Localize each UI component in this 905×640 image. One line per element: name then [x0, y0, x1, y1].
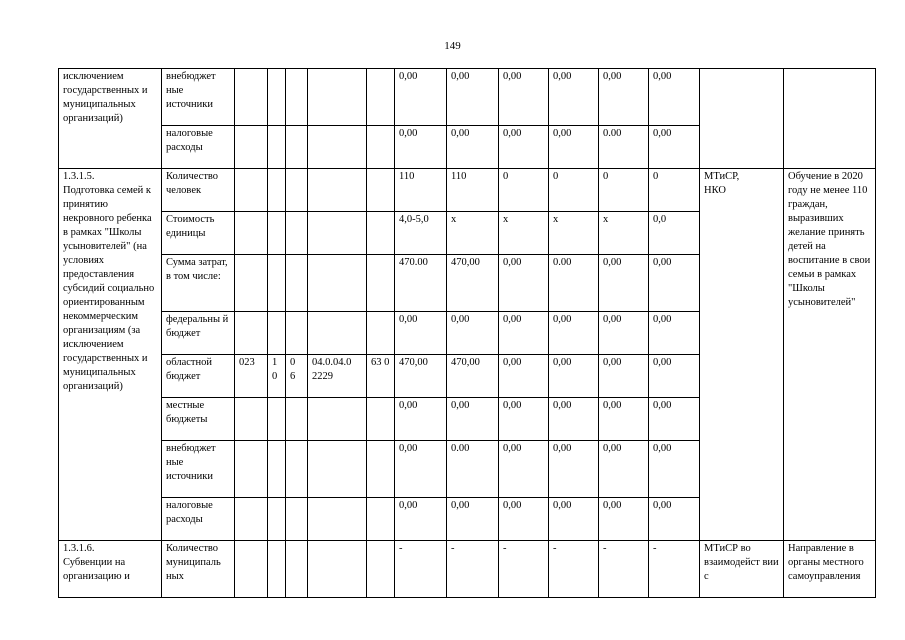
indicator-cell: Количество человек — [162, 169, 235, 212]
value-cell: 0,00 — [649, 498, 700, 541]
value-cell — [268, 312, 286, 355]
value-cell — [235, 541, 268, 598]
value-cell: 0,00 — [599, 398, 649, 441]
table-row — [59, 541, 876, 598]
value-cell — [268, 126, 286, 169]
value-cell: 0.00 — [549, 255, 599, 312]
executor-cell: МТиСР, НКО — [700, 169, 784, 541]
value-cell: 0,00 — [599, 355, 649, 398]
value-cell — [286, 212, 308, 255]
value-cell — [235, 398, 268, 441]
indicator-cell: Сумма затрат, в том числе: — [162, 255, 235, 312]
value-cell: 63 0 — [367, 355, 395, 398]
value-cell — [367, 541, 395, 598]
value-cell — [367, 498, 395, 541]
value-cell: - — [549, 541, 599, 598]
value-cell: 0,00 — [447, 498, 499, 541]
value-cell: 0,0 — [649, 212, 700, 255]
value-cell — [286, 126, 308, 169]
value-cell — [286, 312, 308, 355]
value-cell — [268, 441, 286, 498]
value-cell: 0,00 — [499, 355, 549, 398]
value-cell — [367, 398, 395, 441]
value-cell — [308, 169, 367, 212]
value-cell: 470,00 — [447, 355, 499, 398]
program-table — [58, 68, 876, 598]
value-cell: 0,00 — [395, 312, 447, 355]
value-cell — [367, 312, 395, 355]
page-number: 149 — [444, 40, 461, 52]
executor-cell — [700, 69, 784, 169]
value-cell — [235, 498, 268, 541]
value-cell: 0,00 — [649, 355, 700, 398]
table-row — [59, 169, 876, 212]
value-cell — [367, 69, 395, 126]
value-cell — [235, 212, 268, 255]
value-cell: 110 — [395, 169, 447, 212]
value-cell — [286, 169, 308, 212]
result-cell: Направление в органы местного самоуправления — [784, 541, 876, 598]
indicator-cell: областной бюджет — [162, 355, 235, 398]
value-cell — [308, 312, 367, 355]
value-cell: 0,00 — [599, 69, 649, 126]
measure-name-cell: 1.3.1.5. Подготовка семей к принятию некровного ребенка в рамках "Школы усыновителей" (на условиях предоставления субсидий социально ориентированным некоммерческим организациям (за исключением государственных и муниципальных организаций) — [59, 169, 162, 541]
value-cell — [308, 441, 367, 498]
result-cell: Обучение в 2020 году не менее 110 граждан, выразивших желание принять детей на воспитание в свои семьи в рамках "Школы усыновителей" — [784, 169, 876, 541]
value-cell: 1 0 — [268, 355, 286, 398]
value-cell: 0,00 — [499, 441, 549, 498]
value-cell — [367, 126, 395, 169]
indicator-cell: внебюджет ные источники — [162, 441, 235, 498]
value-cell: 0,00 — [395, 498, 447, 541]
value-cell: 0,00 — [649, 312, 700, 355]
indicator-cell: налоговые расходы — [162, 498, 235, 541]
value-cell: 0,00 — [447, 69, 499, 126]
value-cell: 0,00 — [599, 255, 649, 312]
value-cell: 0,00 — [549, 441, 599, 498]
value-cell: 0,00 — [549, 398, 599, 441]
value-cell — [268, 541, 286, 598]
value-cell — [286, 255, 308, 312]
value-cell — [268, 69, 286, 126]
value-cell — [308, 541, 367, 598]
value-cell: 0,00 — [447, 398, 499, 441]
value-cell: 0 — [549, 169, 599, 212]
indicator-cell: Количество муниципаль ных — [162, 541, 235, 598]
value-cell — [268, 398, 286, 441]
value-cell: - — [599, 541, 649, 598]
measure-name-cell: исключением государственных и муниципальных организаций) — [59, 69, 162, 169]
value-cell: 023 — [235, 355, 268, 398]
value-cell: 0.00 — [447, 441, 499, 498]
value-cell: 0,00 — [549, 498, 599, 541]
value-cell — [235, 255, 268, 312]
value-cell: 0,00 — [549, 126, 599, 169]
value-cell: 0,00 — [549, 355, 599, 398]
value-cell: 0 6 — [286, 355, 308, 398]
value-cell: 470,00 — [447, 255, 499, 312]
value-cell: 04.0.04.0 2229 — [308, 355, 367, 398]
value-cell: 0,00 — [499, 498, 549, 541]
value-cell: х — [499, 212, 549, 255]
measure-name-cell: 1.3.1.6. Субвенции на организацию и — [59, 541, 162, 598]
value-cell: 0,00 — [499, 398, 549, 441]
value-cell: 0,00 — [549, 69, 599, 126]
value-cell: 0,00 — [395, 126, 447, 169]
value-cell: 0,00 — [395, 398, 447, 441]
value-cell: х — [599, 212, 649, 255]
value-cell — [268, 169, 286, 212]
value-cell: 0,00 — [649, 255, 700, 312]
value-cell: - — [395, 541, 447, 598]
value-cell — [367, 255, 395, 312]
value-cell: 0,00 — [447, 126, 499, 169]
value-cell: 0 — [599, 169, 649, 212]
value-cell — [286, 498, 308, 541]
value-cell: 0,00 — [599, 498, 649, 541]
value-cell — [308, 498, 367, 541]
value-cell: 0,00 — [499, 126, 549, 169]
value-cell — [268, 255, 286, 312]
table-row — [59, 69, 876, 126]
value-cell — [268, 212, 286, 255]
value-cell: 0,00 — [649, 69, 700, 126]
indicator-cell: налоговые расходы — [162, 126, 235, 169]
value-cell: 470,00 — [395, 355, 447, 398]
value-cell — [308, 255, 367, 312]
value-cell: 0,00 — [499, 69, 549, 126]
value-cell — [286, 541, 308, 598]
value-cell: 0 — [649, 169, 700, 212]
executor-cell: МТиСР во взаимодейст вии с — [700, 541, 784, 598]
value-cell — [367, 441, 395, 498]
value-cell: х — [549, 212, 599, 255]
value-cell — [235, 441, 268, 498]
value-cell — [286, 441, 308, 498]
value-cell: 0,00 — [499, 312, 549, 355]
value-cell: 4,0-5,0 — [395, 212, 447, 255]
value-cell: х — [447, 212, 499, 255]
indicator-cell: местные бюджеты — [162, 398, 235, 441]
value-cell: 110 — [447, 169, 499, 212]
value-cell — [235, 169, 268, 212]
value-cell — [308, 212, 367, 255]
value-cell: - — [649, 541, 700, 598]
value-cell: 0,00 — [447, 312, 499, 355]
value-cell: 0,00 — [649, 441, 700, 498]
value-cell: 0,00 — [599, 312, 649, 355]
value-cell: 0,00 — [649, 398, 700, 441]
value-cell: - — [447, 541, 499, 598]
value-cell — [235, 69, 268, 126]
indicator-cell: федеральны й бюджет — [162, 312, 235, 355]
value-cell — [367, 169, 395, 212]
value-cell: 0 — [499, 169, 549, 212]
value-cell: 0,00 — [395, 69, 447, 126]
value-cell — [308, 69, 367, 126]
value-cell — [235, 312, 268, 355]
indicator-cell: Стоимость единицы — [162, 212, 235, 255]
value-cell: 0.00 — [599, 126, 649, 169]
value-cell — [286, 398, 308, 441]
value-cell — [268, 498, 286, 541]
value-cell: 0,00 — [649, 126, 700, 169]
value-cell — [367, 212, 395, 255]
value-cell: - — [499, 541, 549, 598]
value-cell: 0,00 — [499, 255, 549, 312]
value-cell: 0,00 — [599, 441, 649, 498]
value-cell: 0,00 — [395, 441, 447, 498]
result-cell — [784, 69, 876, 169]
value-cell — [308, 126, 367, 169]
value-cell — [308, 398, 367, 441]
value-cell — [235, 126, 268, 169]
indicator-cell: внебюджет ные источники — [162, 69, 235, 126]
value-cell: 470.00 — [395, 255, 447, 312]
value-cell — [286, 69, 308, 126]
value-cell: 0,00 — [549, 312, 599, 355]
